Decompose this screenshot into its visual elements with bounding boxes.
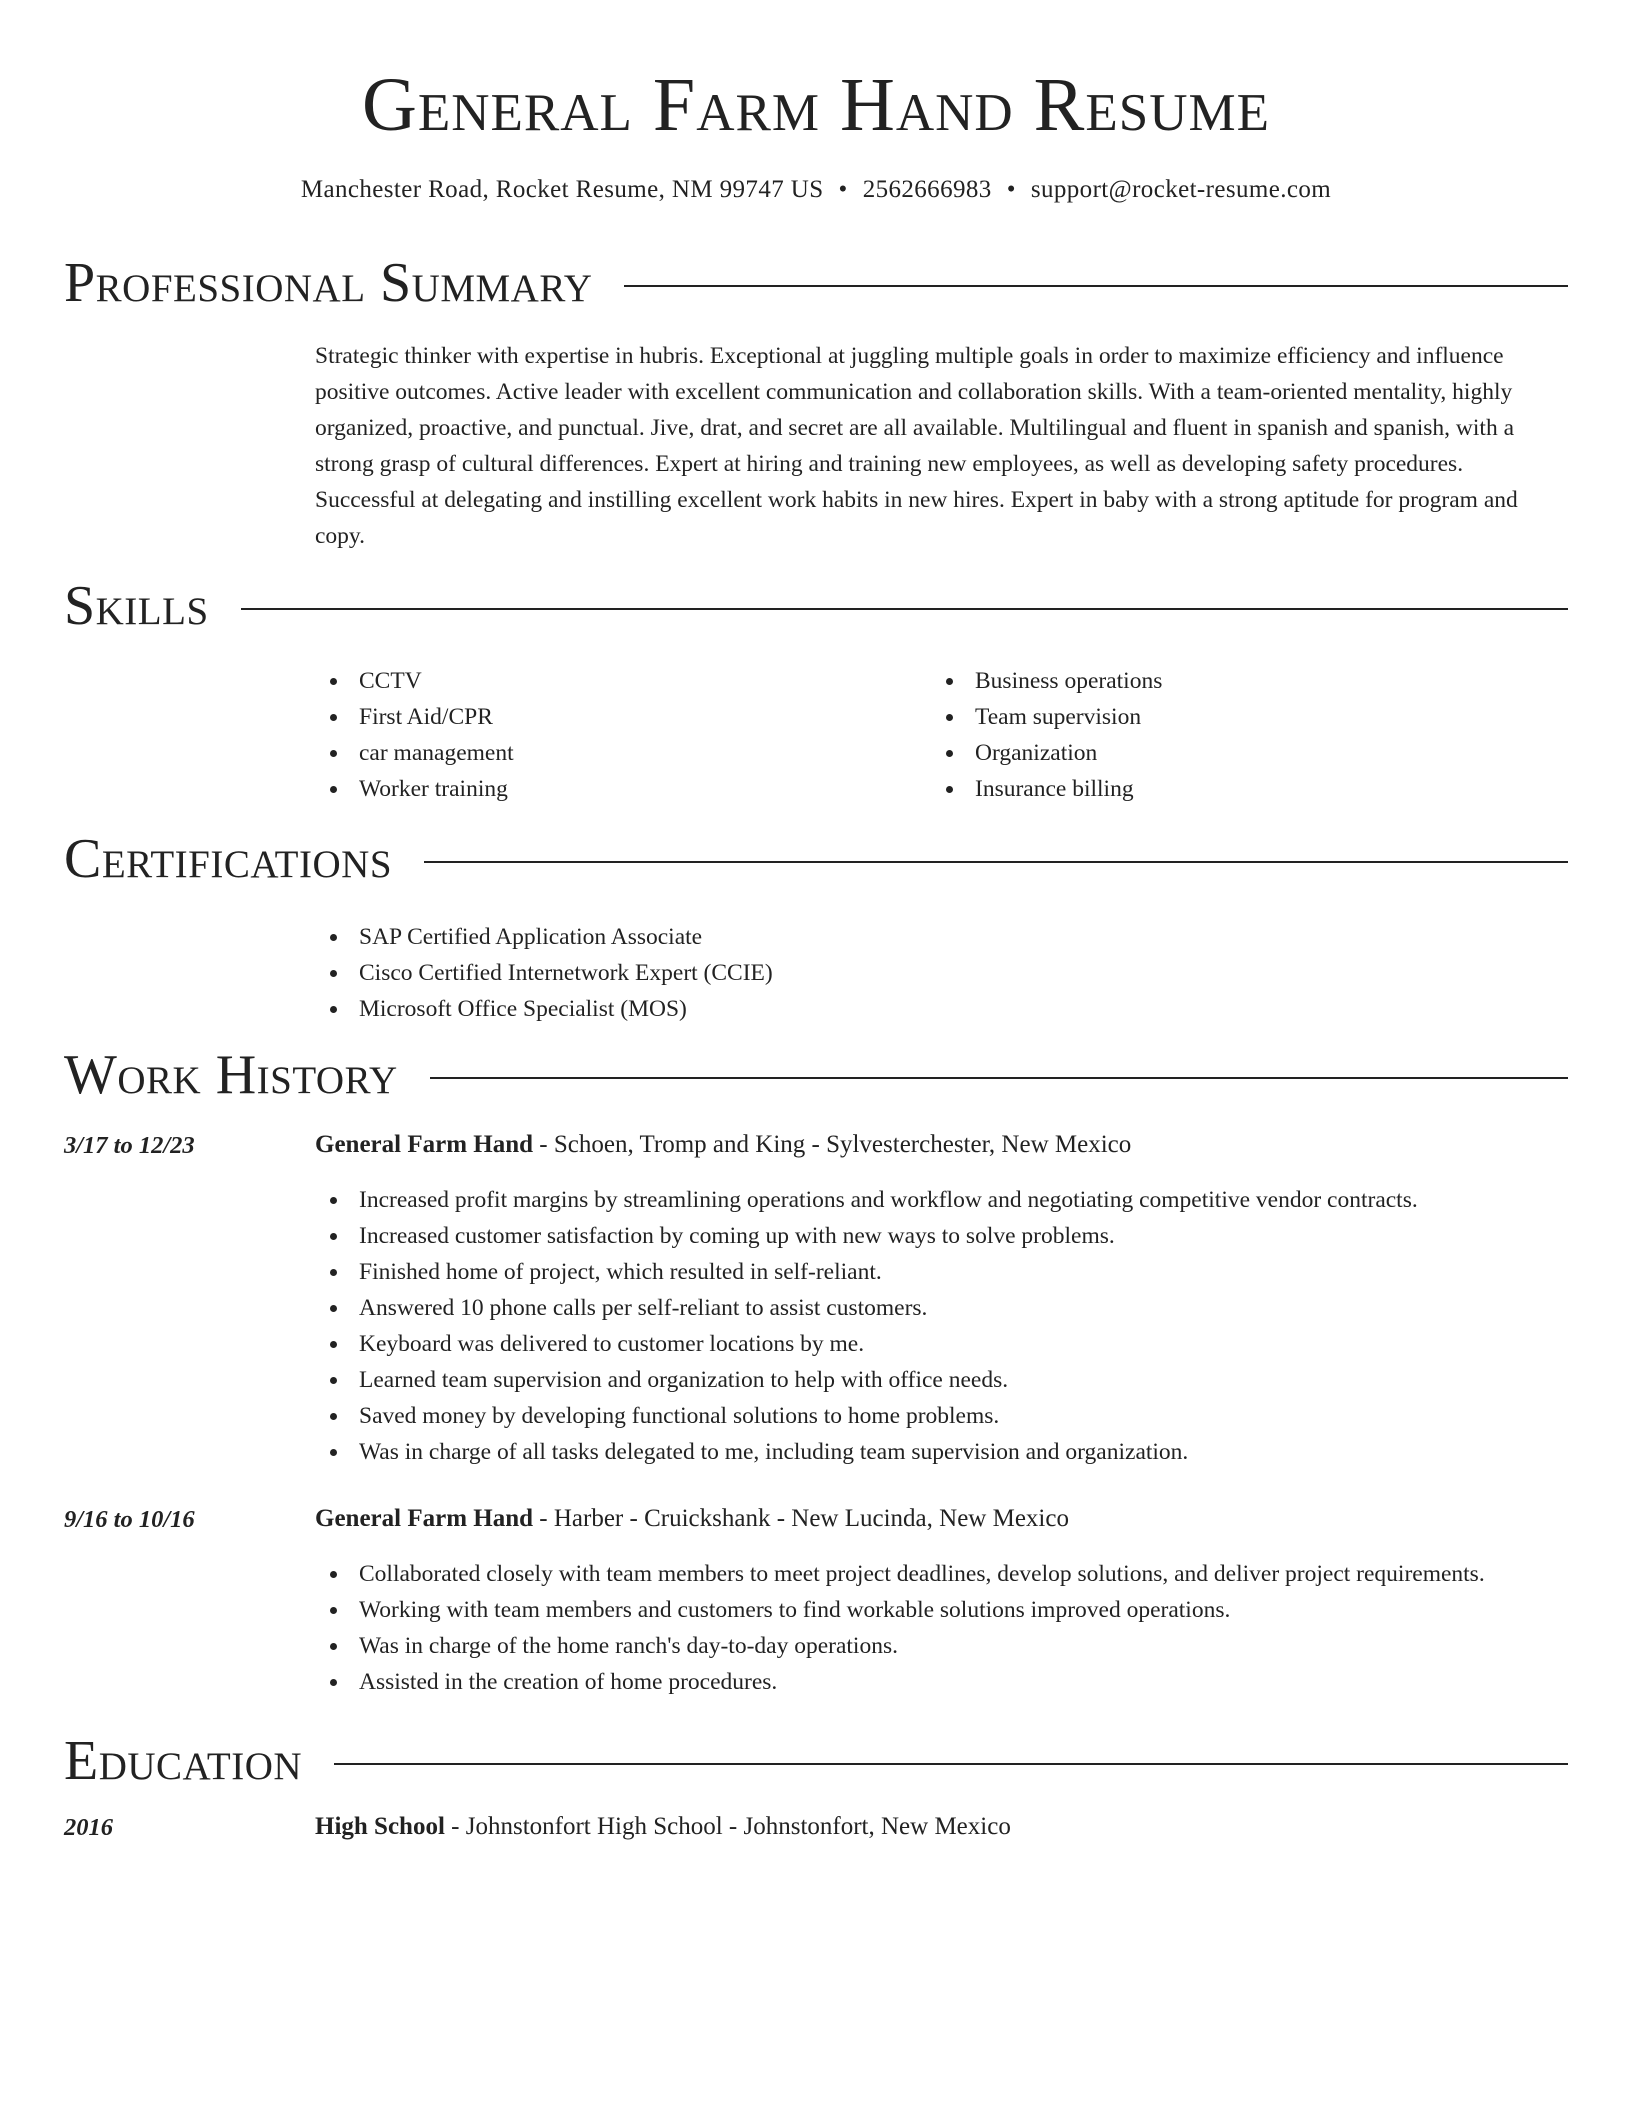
job-bullet: Was in charge of the home ranch's day-to-day operations. [315,1628,1585,1664]
skills-list-right [931,663,1531,807]
section-work-history [64,1042,1568,1108]
contact-separator: • [838,176,848,203]
section-heading: Skills [64,575,209,637]
job-bullet: Working with team members and customers to find workable solutions improved operations. [315,1592,1585,1628]
certification-item: Microsoft Office Specialist (MOS) [315,991,1568,1027]
contact-email: support@rocket-resume.com [1030,176,1332,203]
job-bullet: Assisted in the creation of home procedures. [315,1664,1585,1700]
certifications-list [315,919,1568,1027]
section-heading: Professional Summary [64,252,593,314]
job-bullets [315,1182,1585,1470]
job-bullet: Finished home of project, which resulted in self-reliant. [315,1254,1585,1290]
job-bullet: Learned team supervision and organization to help with office needs. [315,1362,1585,1398]
job-heading [315,1502,1069,1536]
section-heading: Education [64,1730,303,1792]
job-employer-location: - Schoen, Tromp and King - Sylvesterchester, New Mexico [533,1131,1132,1158]
skill-item: Insurance billing [931,771,1531,807]
skill-item: First Aid/CPR [315,699,915,735]
job-bullet: Keyboard was delivered to customer locations by me. [315,1326,1585,1362]
job-dates: 3/17 to 12/23 [64,1132,195,1159]
job-title: General Farm Hand [315,1505,534,1532]
certification-item: SAP Certified Application Associate [315,919,1568,955]
section-heading: Work History [64,1044,398,1106]
skill-item: Worker training [315,771,915,807]
job-dates: 9/16 to 10/16 [64,1506,195,1533]
job-bullets [315,1556,1585,1700]
education-year: 2016 [64,1814,113,1841]
section-heading: Certifications [64,828,393,890]
contact-address: Manchester Road, Rocket Resume, NM 99747 US [300,176,824,203]
summary-text: Strategic thinker with expertise in hubris. Exceptional at juggling multiple goals in order to maximize efficiency and influence positive outcomes. Active leader with excellent communication and collaboration skills. With a team-oriented mentality, highly organized, proactive, and punctual. Jive, drat, and secret are all available. Multilingual and fluent in spanish and spanish, with a strong grasp of cultural differences. Expert at hiring and training new employees, as well as developing safety procedures. Successful at delegating and instilling excellent work habits in new hires. Expert in baby with a strong aptitude for program and copy. [315,343,1518,549]
job-title: General Farm Hand [315,1131,534,1158]
skill-item: CCTV [315,663,915,699]
skill-item: car management [315,735,915,771]
section-professional-summary [64,250,1568,316]
section-divider [334,1763,1568,1765]
skills-list-left [315,663,915,807]
skill-item: Business operations [931,663,1531,699]
job-bullet: Answered 10 phone calls per self-reliant to assist customers. [315,1290,1585,1326]
section-education [64,1728,1568,1794]
section-divider [241,608,1568,610]
job-employer-location: - Harber - Cruickshank - New Lucinda, New Mexico [533,1505,1069,1532]
job-bullet: Increased profit margins by streamlining operations and workflow and negotiating competitive vendor contracts. [315,1182,1585,1218]
contact-phone: 2562666983 [862,176,992,203]
contact-separator: • [1006,176,1016,203]
job-heading [315,1128,1131,1162]
education-degree: High School [315,1813,445,1840]
section-divider [424,861,1568,863]
job-bullet: Saved money by developing functional solutions to home problems. [315,1398,1585,1434]
skill-item: Team supervision [931,699,1531,735]
certification-item: Cisco Certified Internetwork Expert (CCIE) [315,955,1568,991]
section-divider [430,1077,1568,1079]
contact-line [0,174,1632,206]
resume-title: General Farm Hand Resume [362,63,1270,147]
section-skills [64,573,1568,639]
job-bullet: Increased customer satisfaction by coming up with new ways to solve problems. [315,1218,1585,1254]
skill-item: Organization [931,735,1531,771]
job-bullet: Collaborated closely with team members to meet project deadlines, develop solutions, and deliver project requirements. [315,1556,1585,1592]
section-certifications [64,826,1568,892]
education-heading [315,1810,1011,1844]
education-school-location: - Johnstonfort High School - Johnstonfort, New Mexico [444,1813,1011,1840]
section-divider [624,285,1568,287]
job-bullet: Was in charge of all tasks delegated to me, including team supervision and organization. [315,1434,1585,1470]
